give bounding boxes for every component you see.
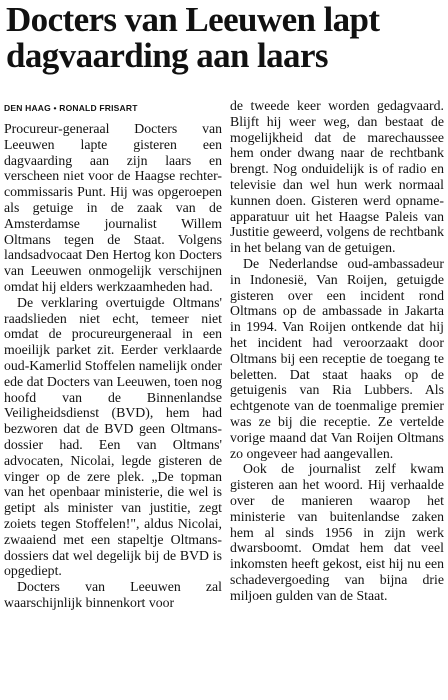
headline	[6, 2, 444, 74]
headline-line-1: Docters van Leeuwen lapt	[6, 0, 380, 39]
paragraph-right-3: Ook de journalist zelf kwam gisteren aan het woord. Hij verhaalde over de manieren waarop het ministerie van buitenlandse zaken hem al sinds 1956 in zijn werk dwarsboomt. Omdat hem dat veel inkomsten heeft gekost, eist hij nu een schadevergoeding van bijna drie miljoen gulden van de Staat.	[230, 461, 444, 603]
paragraph-right-2: De Nederlandse oud-ambassadeur in Indonesië, Van Roijen, getuigde gisteren over een incident rond Oltmans op de ambassade in Jakarta in 1994. Van Roijen ontkende dat hij het incident had veroorzaakt door Oltmans bij een receptie de toegang te beletten. Dat staat haaks op de getuigenis van Ria Lubbers. Als echtgenote van de toenmalige premier was ze bij die receptie. Ze vertelde vorige maand dat Van Roijen Oltmans zo ongeveer had aangevallen.	[230, 255, 444, 461]
article-column-right	[230, 98, 444, 604]
byline: DEN HAAG • RONALD FRISART	[4, 103, 138, 113]
headline-line-2: dagvaarding aan laars	[6, 36, 328, 75]
paragraph-left-3: Docters van Leeuwen zal waarschijnlijk binnenkort voor	[4, 579, 222, 610]
article-column-left	[4, 121, 222, 611]
paragraph-left-1: Procureur-generaal Docters van Leeuwen lapte gisteren een dagvaarding aan zijn laars en verscheen niet voor de Haagse rechter-commissaris Punt. Hij was opgeroepen als getuige in de zaak van de Amsterdamse journalist Willem Oltmans tegen de Staat. Volgens landsadvocaat Den Hertog kon Docters van Leeuwen onmogelijk verschijnen omdat hij elders werkzaamheden had.	[4, 121, 222, 294]
paragraph-right-1: de tweede keer worden gedagvaard. Blijft hij weer weg, dan bestaat de mogelijkheid dat de marechaussee hem onder dwang naar de rechtbank brengt. Nog onduidelijk is of radio en televisie dan wel hun werk normaal kunnen doen. Gisteren werd opname-apparatuur uit het Haagse Paleis van Justitie geweerd, volgens de rechtbank in het belang van de getuigen.	[230, 98, 444, 256]
paragraph-left-2: De verklaring overtuigde Oltmans' raadslieden niet echt, temeer niet omdat de procureurgeneraal in een moeilijk parket zit. Eerder verklaarde oud-Kamerlid Stoffelen namelijk onder ede dat Docters van Leeuwen, toen nog hoofd van de Binnenlandse Veiligheidsdienst (BVD), hem had bezworen dat de BVD geen Oltmans-dossier had. Een van Oltmans' advocaten, Nicolai, legde gisteren de vinger op de zere plek. „De topman van het openbaar ministerie, die wel is getipt als minister van justitie, zegt zoiets tegen Stoffelen!", aldus Nicolai, zwaaiend met een stapeltje Oltmans-dossiers dat wel degelijk bij de BVD is opgediept.	[4, 294, 222, 579]
